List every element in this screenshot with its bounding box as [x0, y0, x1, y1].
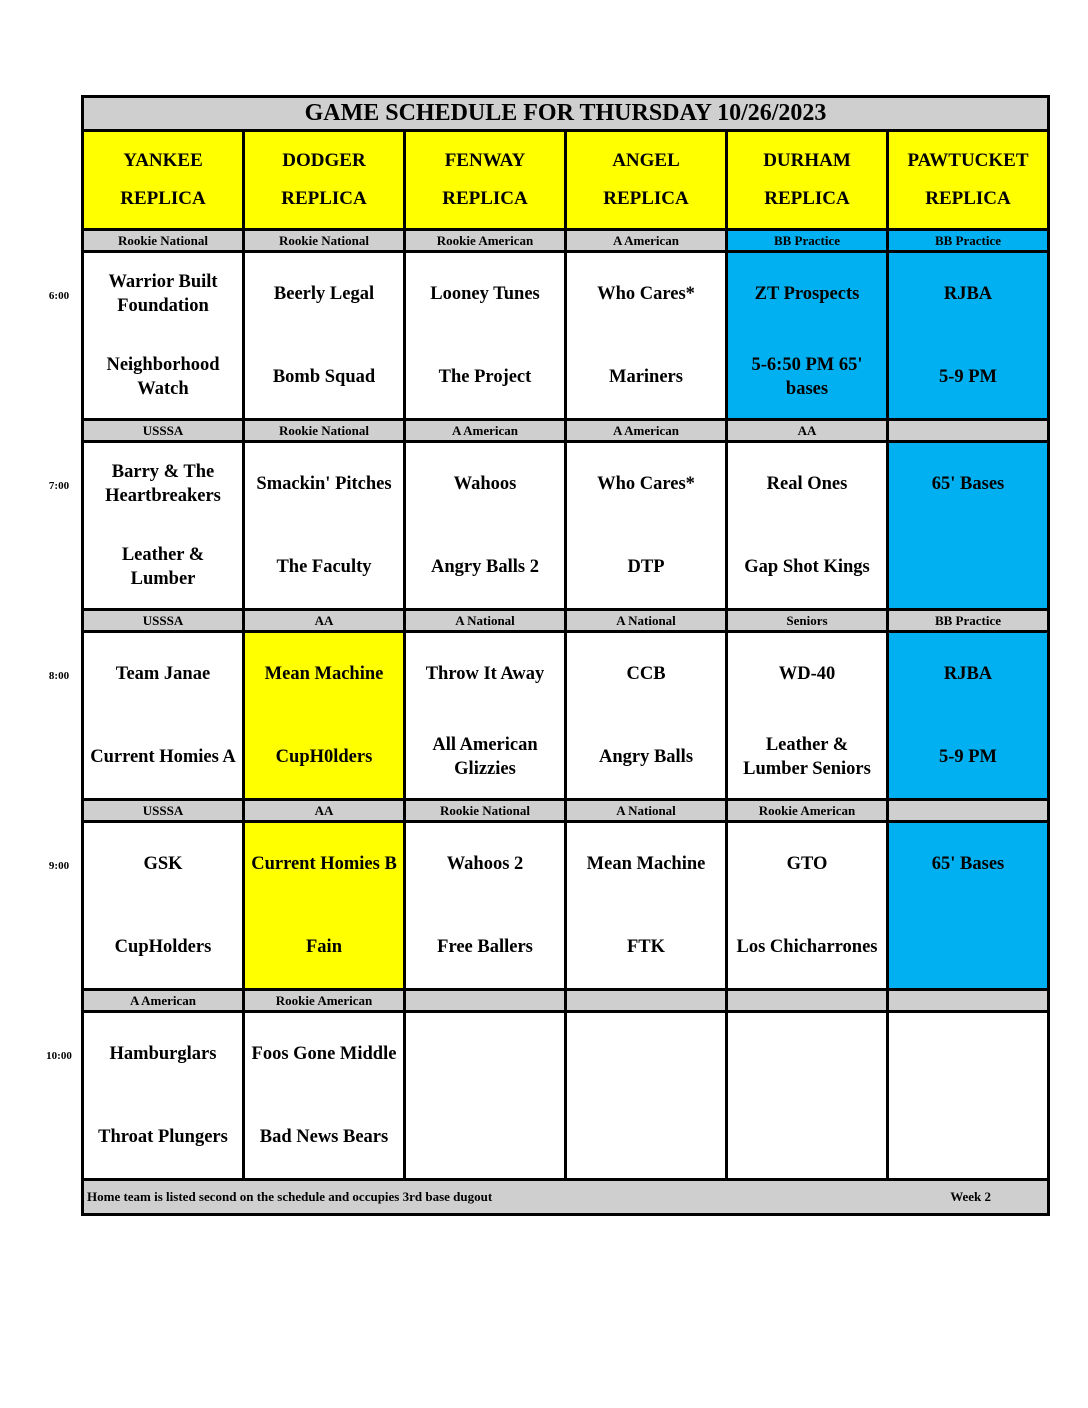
- division-label: [889, 991, 1047, 1013]
- away-team: Beerly Legal: [273, 284, 375, 305]
- home-team: All American Glizzies: [432, 734, 538, 779]
- away-team: Throw It Away: [425, 664, 545, 685]
- game-cell: [728, 253, 889, 418]
- division-label: BB Practice: [889, 611, 1047, 633]
- away-team: Wahoos 2: [446, 854, 524, 875]
- field-type: REPLICA: [281, 188, 367, 209]
- game-cell: [406, 823, 567, 988]
- away-team: Real Ones: [766, 474, 848, 495]
- game-cell: [84, 633, 245, 798]
- away-team: [889, 1013, 1047, 1096]
- away-team: Smackin' Pitches: [256, 474, 392, 495]
- home-team: [889, 906, 1047, 989]
- time-slot-row: [84, 253, 1047, 421]
- division-label: Rookie National: [245, 231, 406, 253]
- time-label: 8:00: [48, 670, 70, 682]
- home-team: The Project: [438, 366, 532, 387]
- division-label: [889, 801, 1047, 823]
- field-type: REPLICA: [442, 188, 528, 209]
- away-team: 65' Bases: [931, 854, 1005, 875]
- away-team: Looney Tunes: [430, 284, 540, 305]
- field-header-row: [84, 132, 1047, 231]
- game-cell: [245, 633, 406, 798]
- away-team: Hamburglars: [109, 1044, 217, 1065]
- away-team: ZT Prospects: [754, 284, 860, 305]
- home-team: CupHolders: [114, 936, 212, 957]
- division-label: A National: [567, 801, 728, 823]
- home-team: CupH0lders: [275, 746, 373, 767]
- game-cell: [84, 1013, 245, 1178]
- away-team: [406, 1013, 564, 1096]
- division-label: BB Practice: [728, 231, 889, 253]
- division-label: [889, 421, 1047, 443]
- away-team: CCB: [626, 664, 666, 685]
- home-team: Bomb Squad: [272, 366, 376, 387]
- home-team: The Faculty: [276, 556, 372, 577]
- away-team: Mean Machine: [586, 854, 706, 875]
- home-team: [406, 1096, 564, 1179]
- division-label: A American: [567, 231, 728, 253]
- division-label: AA: [245, 801, 406, 823]
- game-cell: [567, 443, 728, 608]
- away-team: GTO: [786, 854, 828, 875]
- division-label: Seniors: [728, 611, 889, 633]
- home-team: Leather & Lumber Seniors: [743, 734, 871, 779]
- week-label: Week 2: [950, 1189, 991, 1204]
- home-team: [567, 1096, 725, 1179]
- time-label: 10:00: [46, 1050, 72, 1062]
- home-team: Mariners: [609, 366, 683, 387]
- home-team: 5-6:50 PM 65' bases: [751, 354, 863, 399]
- game-cell: [728, 823, 889, 988]
- division-label: USSSA: [84, 611, 245, 633]
- game-cell: [728, 1013, 889, 1178]
- game-cell: [567, 253, 728, 418]
- home-team: Throat Plungers: [98, 1126, 228, 1147]
- field-type: REPLICA: [603, 188, 689, 209]
- division-row: [84, 801, 1047, 823]
- division-label: Rookie American: [406, 231, 567, 253]
- home-team: DTP: [627, 556, 665, 577]
- schedule-table: [81, 95, 1050, 1216]
- division-row: [84, 231, 1047, 253]
- game-cell: [728, 633, 889, 798]
- field-header-yankee: [84, 132, 245, 228]
- division-label: AA: [728, 421, 889, 443]
- field-header-dodger: [245, 132, 406, 228]
- home-team: Neighborhood Watch: [106, 354, 220, 399]
- away-team: Team Janae: [115, 664, 211, 685]
- division-label: Rookie National: [245, 421, 406, 443]
- time-slot-row: [84, 633, 1047, 801]
- division-label: A American: [567, 421, 728, 443]
- game-cell: [567, 1013, 728, 1178]
- away-team: Current Homies B: [251, 854, 397, 875]
- footer-bar: [84, 1181, 1047, 1213]
- game-cell: [406, 253, 567, 418]
- home-team: 5-9 PM: [938, 366, 998, 387]
- game-cell: [245, 253, 406, 418]
- time-slot-row: [84, 823, 1047, 991]
- game-cell: [889, 253, 1047, 418]
- away-team: WD-40: [778, 664, 836, 685]
- game-cell: [406, 443, 567, 608]
- away-team: RJBA: [943, 284, 993, 305]
- division-label: Rookie National: [406, 801, 567, 823]
- division-row: [84, 991, 1047, 1013]
- game-cell: [84, 823, 245, 988]
- home-team: FTK: [626, 936, 666, 957]
- field-header-durham: [728, 132, 889, 228]
- game-cell: [728, 443, 889, 608]
- away-team: 65' Bases: [931, 474, 1005, 495]
- game-cell: [84, 253, 245, 418]
- division-label: [728, 991, 889, 1013]
- division-row: [84, 611, 1047, 633]
- home-team: [728, 1096, 886, 1179]
- division-label: Rookie National: [84, 231, 245, 253]
- game-cell: [889, 1013, 1047, 1178]
- field-type: REPLICA: [764, 188, 850, 209]
- game-cell: [889, 633, 1047, 798]
- field-name: DODGER: [282, 150, 366, 171]
- home-team-note: Home team is listed second on the schedule and occupies 3rd base dugout: [87, 1189, 493, 1204]
- field-name: YANKEE: [123, 150, 203, 171]
- away-team: Foos Gone Middle: [251, 1044, 397, 1065]
- field-header-pawtucket: [889, 132, 1047, 228]
- time-slot-row: [84, 1013, 1047, 1181]
- home-team: Fain: [306, 936, 342, 957]
- home-team: Leather & Lumber: [121, 544, 205, 589]
- home-team: Los Chicharrones: [736, 936, 878, 957]
- home-team: [889, 526, 1047, 609]
- game-cell: [889, 443, 1047, 608]
- away-team: Who Cares*: [597, 284, 695, 305]
- game-cell: [245, 1013, 406, 1178]
- home-team: Free Ballers: [437, 936, 533, 957]
- field-type: REPLICA: [925, 188, 1011, 209]
- division-label: A American: [406, 421, 567, 443]
- division-label: Rookie American: [245, 991, 406, 1013]
- division-label: A American: [84, 991, 245, 1013]
- field-header-fenway: [406, 132, 567, 228]
- home-team: [889, 1096, 1047, 1179]
- away-team: Warrior Built Foundation: [108, 272, 218, 317]
- game-cell: [406, 1013, 567, 1178]
- division-label: USSSA: [84, 421, 245, 443]
- field-name: DURHAM: [763, 150, 851, 171]
- home-team: Current Homies A: [90, 746, 236, 767]
- page-title: GAME SCHEDULE FOR THURSDAY 10/26/2023: [84, 98, 1047, 132]
- field-name: PAWTUCKET: [907, 150, 1029, 171]
- division-label: BB Practice: [889, 231, 1047, 253]
- field-name: FENWAY: [444, 150, 526, 171]
- game-cell: [84, 443, 245, 608]
- home-team: Gap Shot Kings: [744, 556, 870, 577]
- game-cell: [567, 823, 728, 988]
- division-label: USSSA: [84, 801, 245, 823]
- away-team: [567, 1013, 725, 1096]
- home-team: Bad News Bears: [259, 1126, 389, 1147]
- division-row: [84, 421, 1047, 443]
- away-team: [728, 1013, 886, 1096]
- division-label: [567, 991, 728, 1013]
- game-cell: [245, 443, 406, 608]
- away-team: Who Cares*: [597, 474, 695, 495]
- home-team: Angry Balls 2: [431, 556, 539, 577]
- division-label: AA: [245, 611, 406, 633]
- time-label: 9:00: [48, 860, 70, 872]
- game-cell: [889, 823, 1047, 988]
- home-team: Angry Balls: [598, 746, 694, 767]
- away-team: Barry & The Heartbreakers: [105, 462, 221, 507]
- away-team: Mean Machine: [264, 664, 384, 685]
- field-header-angel: [567, 132, 728, 228]
- game-cell: [567, 633, 728, 798]
- field-type: REPLICA: [120, 188, 206, 209]
- time-label: 7:00: [48, 480, 70, 492]
- game-cell: [245, 823, 406, 988]
- division-label: Rookie American: [728, 801, 889, 823]
- field-name: ANGEL: [612, 150, 680, 171]
- division-label: A National: [567, 611, 728, 633]
- away-team: Wahoos: [453, 474, 517, 495]
- time-label: 6:00: [48, 290, 70, 302]
- division-label: [406, 991, 567, 1013]
- time-slot-row: [84, 443, 1047, 611]
- game-cell: [406, 633, 567, 798]
- home-team: 5-9 PM: [938, 746, 998, 767]
- division-label: A National: [406, 611, 567, 633]
- away-team: GSK: [143, 854, 183, 875]
- away-team: RJBA: [943, 664, 993, 685]
